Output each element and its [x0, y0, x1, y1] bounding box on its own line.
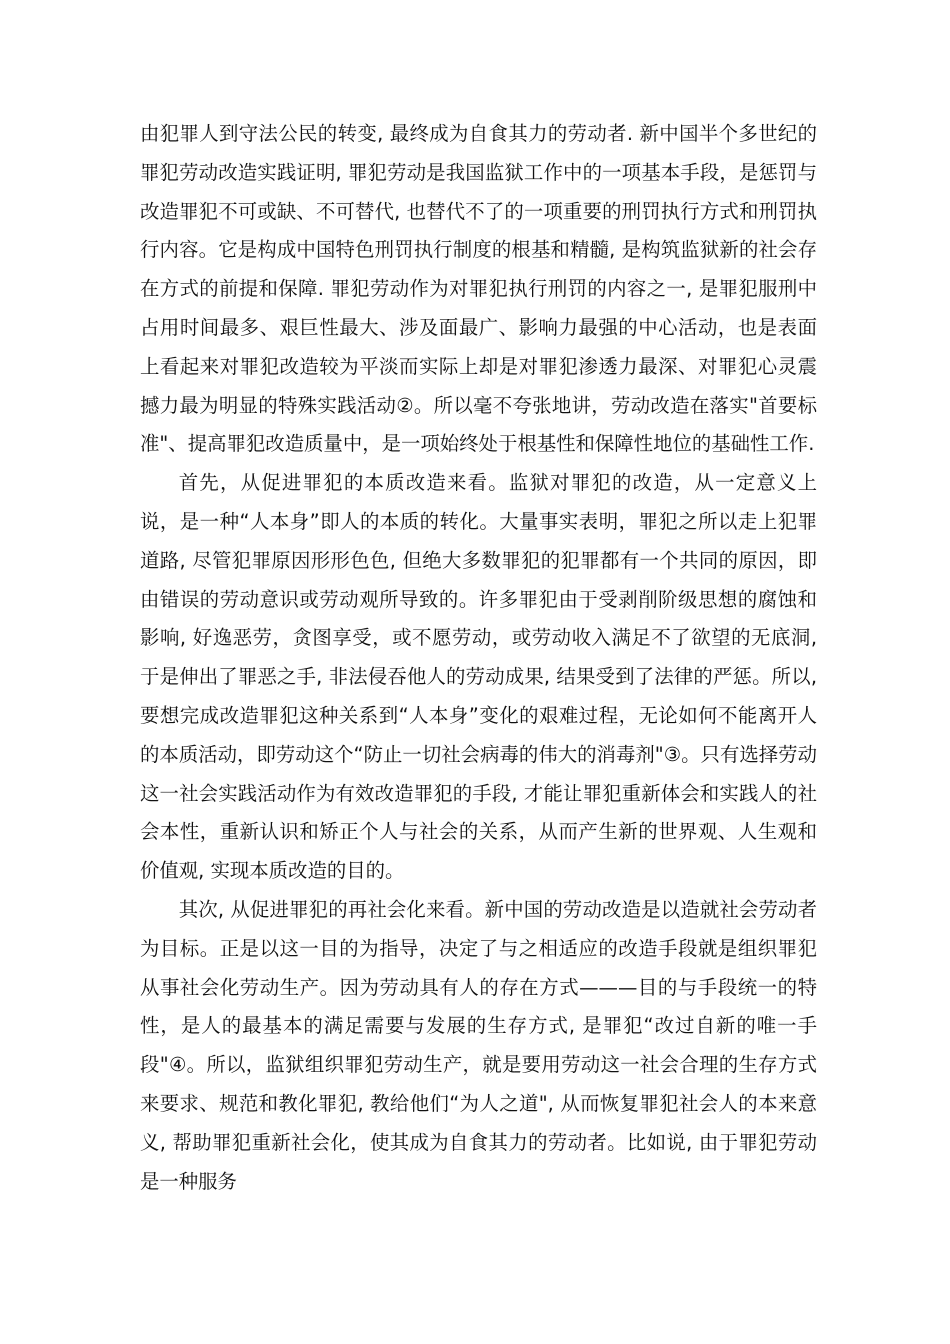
paragraph-1: 由犯罪人到守法公民的转变, 最终成为自食其力的劳动者. 新中国半个多世纪的罪犯劳动改造实践证明, 罪犯劳动是我国监狱工作中的一项基本手段，是惩罚与改造罪犯不可或缺、不可替代, 也替代不了的一项重要的刑罚执行方式和刑罚执行内容。它是构成中国特色刑罚执行制度的根基和精髓, 是构筑监狱新的社会存在方式的前提和保障. 罪犯劳动作为对罪犯执行刑罚的内容之一, 是罪犯服刑中占用时间最多、艰巨性最大、涉及面最广、影响力最强的中心活动，也是表面上看起来对罪犯改造较为平淡而实际上却是对罪犯渗透力最深、对罪犯心灵震撼力最为明显的特殊实践活动②。所以毫不夸张地讲，劳动改造在落实"首要标准"、提高罪犯改造质量中，是一项始终处于根基性和保障性地位的基础性工作. — [140, 122, 817, 456]
document-page — [140, 115, 817, 1201]
paragraph-3: 其次, 从促进罪犯的再社会化来看。新中国的劳动改造是以造就社会劳动者为目标。正是以这一目的为指导，决定了与之相适应的改造手段就是组织罪犯从事社会化劳动生产。因为劳动具有人的存在方式———目的与手段统一的特性，是人的最基本的满足需要与发展的生存方式, 是罪犯“改过自新的唯一手段"④。所以，监狱组织罪犯劳动生产，就是要用劳动这一社会合理的生存方式来要求、规范和教化罪犯, 教给他们“为人之道", 从而恢复罪犯社会人的本来意义, 帮助罪犯重新社会化，使其成为自食其力的劳动者。比如说, 由于罪犯劳动是一种服务 — [140, 897, 817, 1193]
paragraph-2: 首先，从促进罪犯的本质改造来看。监狱对罪犯的改造，从一定意义上说，是一种“人本身”即人的本质的转化。大量事实表明，罪犯之所以走上犯罪道路, 尽管犯罪原因形形色色, 但绝大多数罪犯的犯罪都有一个共同的原因，即由错误的劳动意识或劳动观所导致的。许多罪犯由于受剥削阶级思想的腐蚀和影响, 好逸恶劳，贪图享受，或不愿劳动，或劳动收入满足不了欲望的无底洞, 于是伸出了罪恶之手, 非法侵吞他人的劳动成果, 结果受到了法律的严惩。所以, 要想完成改造罪犯这种关系到“人本身”变化的艰难过程，无论如何不能离开人的本质活动，即劳动这个“防止一切社会病毒的伟大的消毒剂"③。只有选择劳动这一社会实践活动作为有效改造罪犯的手段, 才能让罪犯重新体会和实践人的社会本性，重新认识和矫正个人与社会的关系，从而产生新的世界观、人生观和价值观, 实现本质改造的目的。 — [140, 471, 817, 883]
